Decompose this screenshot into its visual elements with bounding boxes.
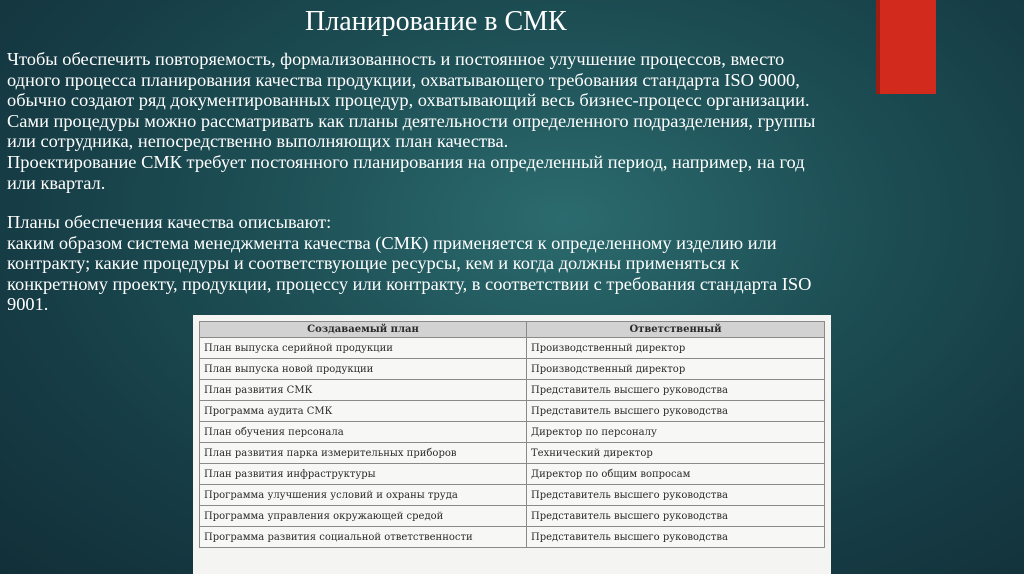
- cell-responsible: Представитель высшего руководства: [527, 401, 825, 422]
- text-line: Чтобы обеспечить повторяемость, формализованность и постоянное улучшение процессов, вместо: [7, 49, 785, 69]
- paragraph-intro: [7, 49, 907, 193]
- text-line: конкретному проекту, продукции, процессу или контракту, в соответствии с требования стандарта ISO: [7, 273, 812, 294]
- table-row: [200, 443, 825, 464]
- cell-responsible: Производственный директор: [527, 359, 825, 380]
- table-row: [200, 380, 825, 401]
- text-line: контракту; какие процедуры и соответствующие ресурсы, кем и когда должны применяться к: [7, 253, 740, 274]
- table-row: [200, 401, 825, 422]
- text-line: обычно создают ряд документированных процедур, охватывающий весь бизнес-процесс организации.: [7, 90, 810, 111]
- table-row: [200, 485, 825, 506]
- cell-plan: План развития инфраструктуры: [200, 464, 527, 485]
- cell-responsible: Директор по персоналу: [527, 422, 825, 443]
- slide-title: Планирование в СМК: [305, 6, 567, 37]
- cell-plan: План развития СМК: [200, 380, 527, 401]
- cell-plan: Программа улучшения условий и охраны труда: [200, 485, 527, 506]
- text-line: или квартал.: [7, 172, 106, 193]
- cell-plan: Программа развития социальной ответственности: [200, 527, 527, 548]
- table-row: [200, 338, 825, 359]
- table-row: [200, 464, 825, 485]
- column-header-responsible: Ответственный: [527, 322, 825, 338]
- table-row: [200, 359, 825, 380]
- cell-plan: План выпуска серийной продукции: [200, 338, 527, 359]
- plans-table: [199, 321, 825, 548]
- paragraph-quality-plans: [7, 212, 907, 315]
- cell-plan: Программа аудита СМК: [200, 401, 527, 422]
- cell-responsible: Производственный директор: [527, 338, 825, 359]
- table-row: [200, 506, 825, 527]
- cell-responsible: Директор по общим вопросам: [527, 464, 825, 485]
- cell-responsible: Представитель высшего руководства: [527, 527, 825, 548]
- cell-plan: План обучения персонала: [200, 422, 527, 443]
- cell-plan: План развития парка измерительных приборов: [200, 443, 527, 464]
- table-row: [200, 422, 825, 443]
- cell-responsible: Представитель высшего руководства: [527, 380, 825, 401]
- cell-responsible: Представитель высшего руководства: [527, 506, 825, 527]
- plans-table-wrapper: [199, 321, 824, 548]
- text-line: или сотрудника, непосредственно выполняющих план качества.: [7, 131, 509, 152]
- cell-responsible: Технический директор: [527, 443, 825, 464]
- text-line: каким образом система менеджмента качества (СМК) применяется к определенному изделию или: [7, 232, 777, 253]
- cell-plan: Программа управления окружающей средой: [200, 506, 527, 527]
- table-header-row: [200, 322, 825, 338]
- text-line: Проектирование СМК требует постоянного планирования на определенный период, например, на год: [7, 151, 805, 172]
- cell-responsible: Представитель высшего руководства: [527, 485, 825, 506]
- cell-plan: План выпуска новой продукции: [200, 359, 527, 380]
- column-header-plan: Создаваемый план: [200, 322, 527, 338]
- text-line: Планы обеспечения качества описывают:: [7, 212, 332, 232]
- text-line: 9001.: [7, 294, 49, 315]
- text-line: Сами процедуры можно рассматривать как планы деятельности определенного подразделения, группы: [7, 110, 816, 131]
- text-line: одного процесса планирования качества продукции, охватывающего требования стандарта ISO 9000,: [7, 69, 800, 90]
- table-row: [200, 527, 825, 548]
